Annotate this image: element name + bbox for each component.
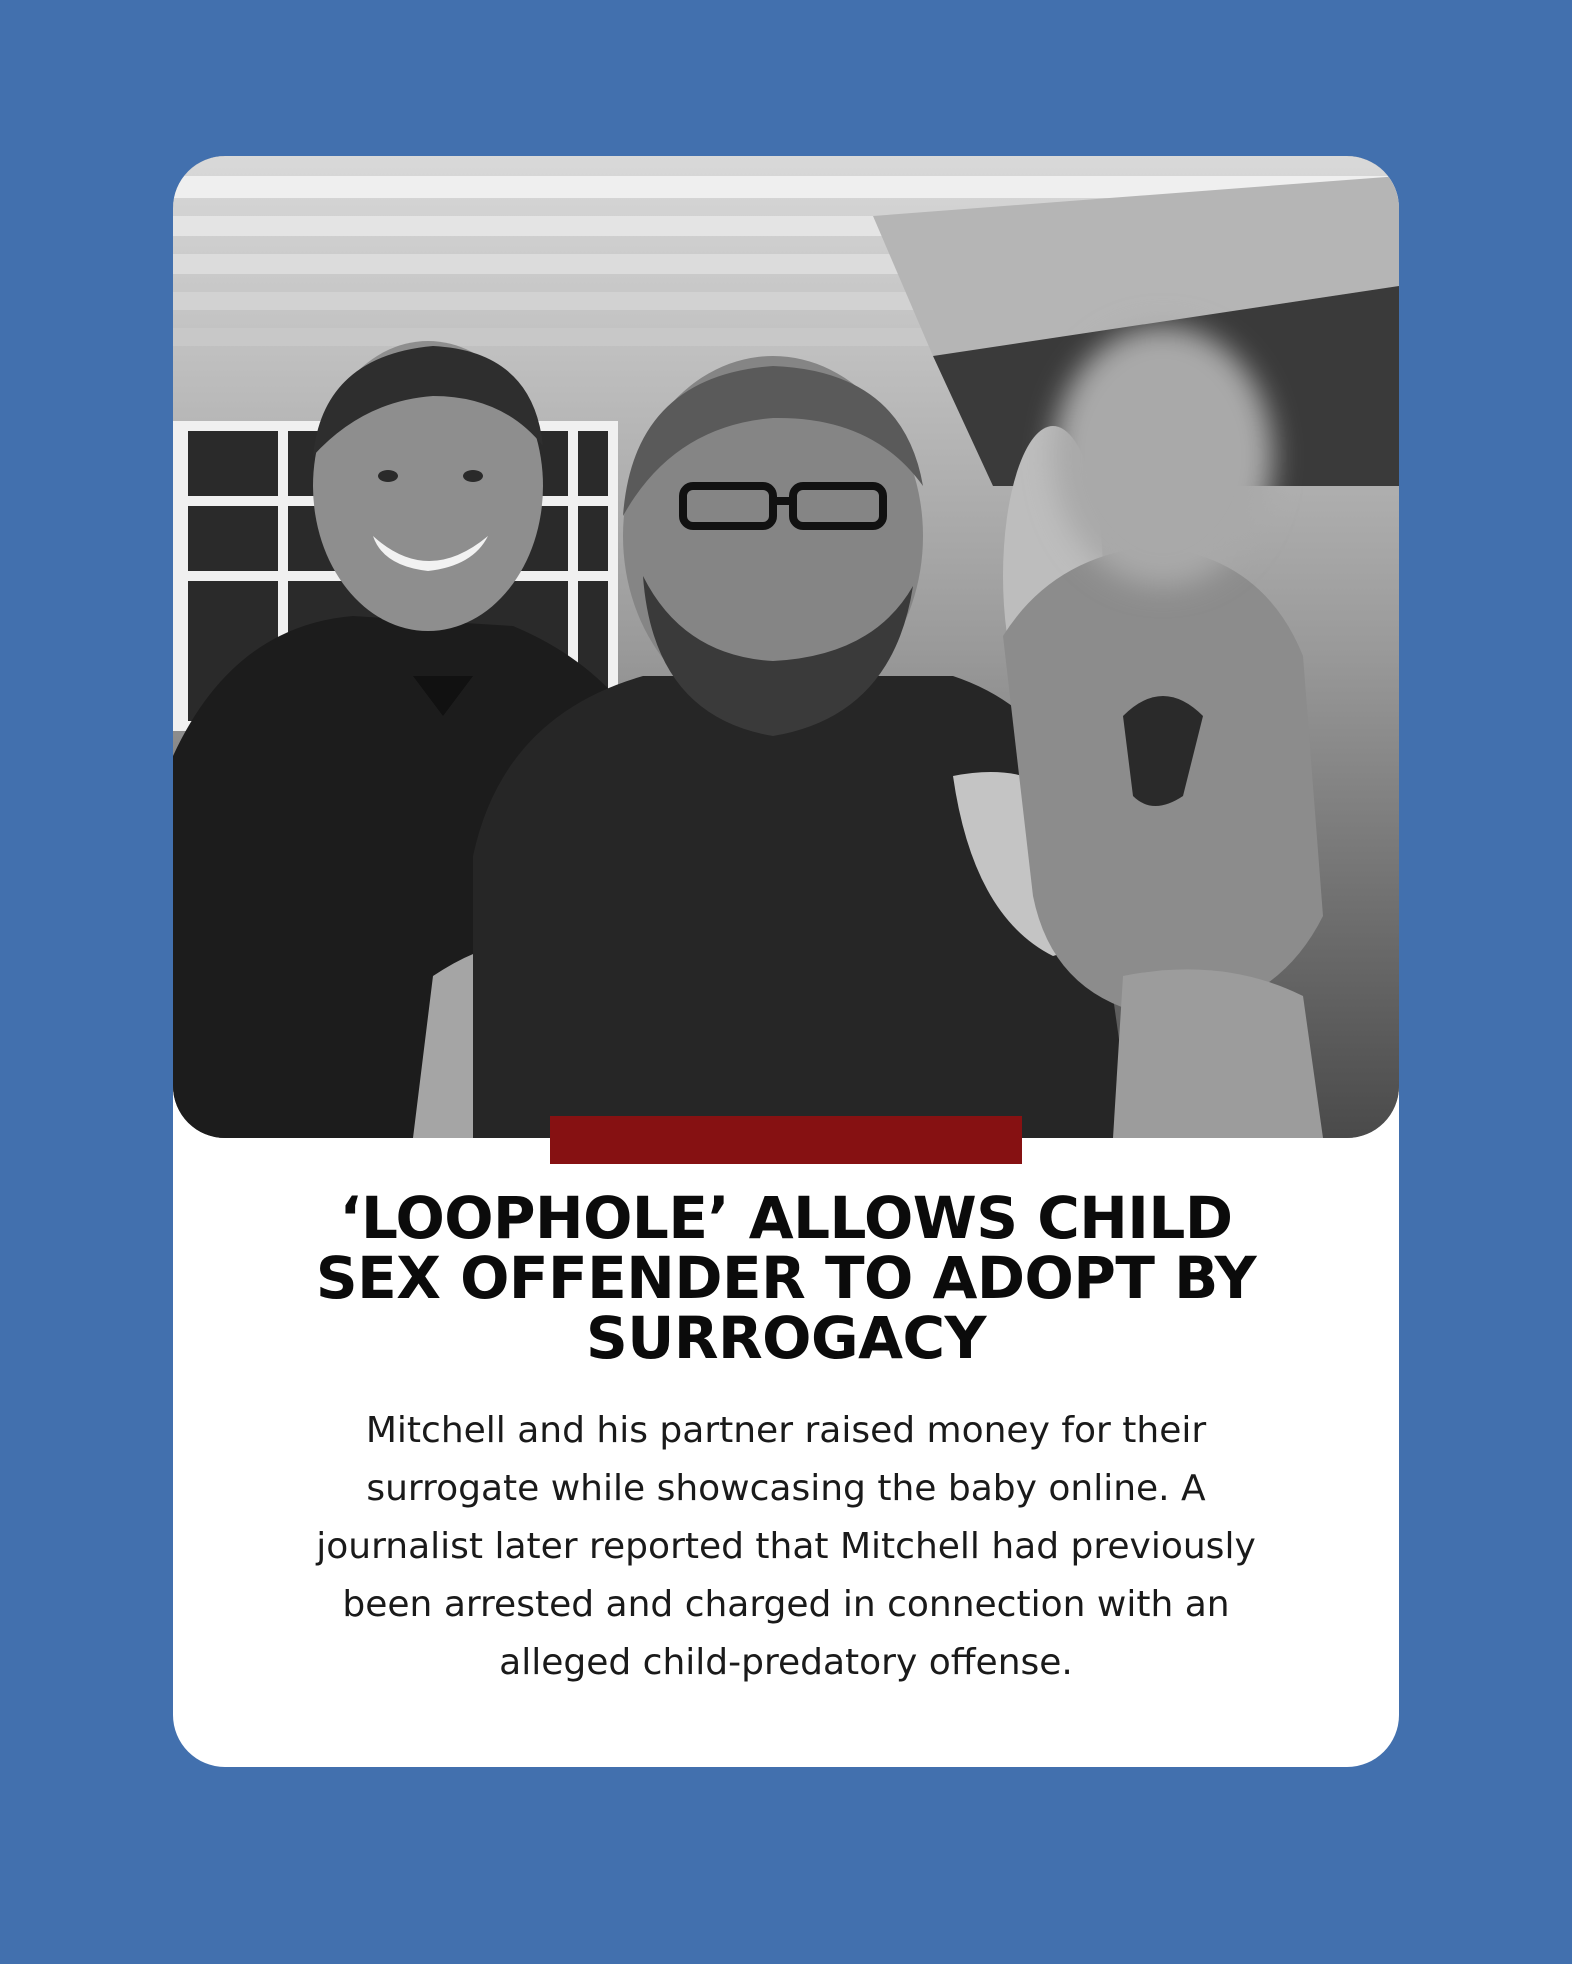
headline-line: SEX OFFENDER TO ADOPT BY xyxy=(315,1244,1257,1312)
article-summary xyxy=(263,1402,1309,1692)
news-card xyxy=(173,156,1399,1767)
summary-line: journalist later reported that Mitchell had previously xyxy=(316,1526,1256,1567)
headline xyxy=(213,1184,1359,1372)
summary-line: alleged child-predatory offense. xyxy=(499,1642,1073,1683)
headline-line: ‘LOOPHOLE’ ALLOWS CHILD xyxy=(339,1184,1233,1252)
news-photo xyxy=(173,156,1399,1138)
blurred-face xyxy=(1053,326,1273,586)
headline-line: SURROGACY xyxy=(585,1304,987,1372)
summary-line: surrogate while showcasing the baby online. A xyxy=(366,1468,1206,1509)
summary-line: been arrested and charged in connection with an xyxy=(342,1584,1230,1625)
accent-bar xyxy=(550,1116,1022,1164)
summary-line: Mitchell and his partner raised money for their xyxy=(365,1410,1207,1451)
photo-illustration xyxy=(173,156,1399,1138)
